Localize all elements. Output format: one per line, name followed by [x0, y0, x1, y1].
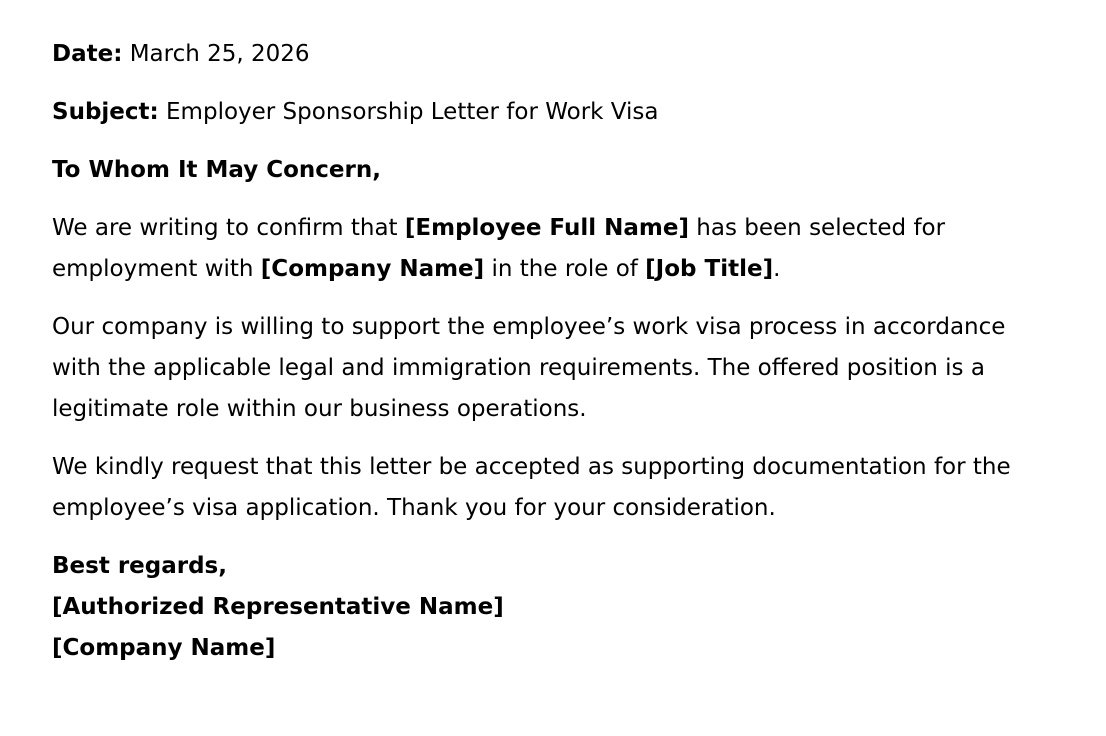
paragraph-line — [52, 249, 1082, 290]
subject-line — [52, 92, 1082, 133]
text-segment: . — [773, 256, 781, 282]
paragraph-request — [52, 447, 1082, 529]
date-label: Date: — [52, 41, 123, 67]
paragraph-line: legitimate role within our business operations. — [52, 396, 587, 422]
text-segment: employment with — [52, 256, 261, 282]
job-title-placeholder: [Job Title] — [645, 256, 774, 282]
text-segment: in the role of — [484, 256, 646, 282]
closing-regards: Best regards, — [52, 553, 227, 579]
paragraph-line: We kindly request that this letter be accepted as supporting documentation for the — [52, 454, 1011, 480]
paragraph-line — [52, 208, 1082, 249]
salutation: To Whom It May Concern, — [52, 157, 381, 183]
closing-company-placeholder: [Company Name] — [52, 635, 276, 661]
paragraph-line: with the applicable legal and immigration requirements. The offered position is a — [52, 355, 985, 381]
sponsorship-letter — [52, 34, 1082, 669]
paragraph-line: Our company is willing to support the employee’s work visa process in accordance — [52, 314, 1006, 340]
date-line — [52, 34, 1082, 75]
text-segment: has been selected for — [689, 215, 946, 241]
paragraph-line: employee’s visa application. Thank you for your consideration. — [52, 495, 776, 521]
company-name-placeholder: [Company Name] — [260, 256, 485, 282]
subject-label: Subject: — [52, 99, 159, 125]
paragraph-support — [52, 307, 1082, 430]
closing-block — [52, 546, 1082, 669]
representative-name-placeholder: [Authorized Representative Name] — [52, 594, 504, 620]
text-segment: We are writing to confirm that — [52, 215, 405, 241]
employee-name-placeholder: [Employee Full Name] — [404, 215, 689, 241]
date-value: March 25, 2026 — [122, 41, 310, 67]
subject-value: Employer Sponsorship Letter for Work Visa — [158, 99, 659, 125]
paragraph-confirmation — [52, 208, 1082, 290]
